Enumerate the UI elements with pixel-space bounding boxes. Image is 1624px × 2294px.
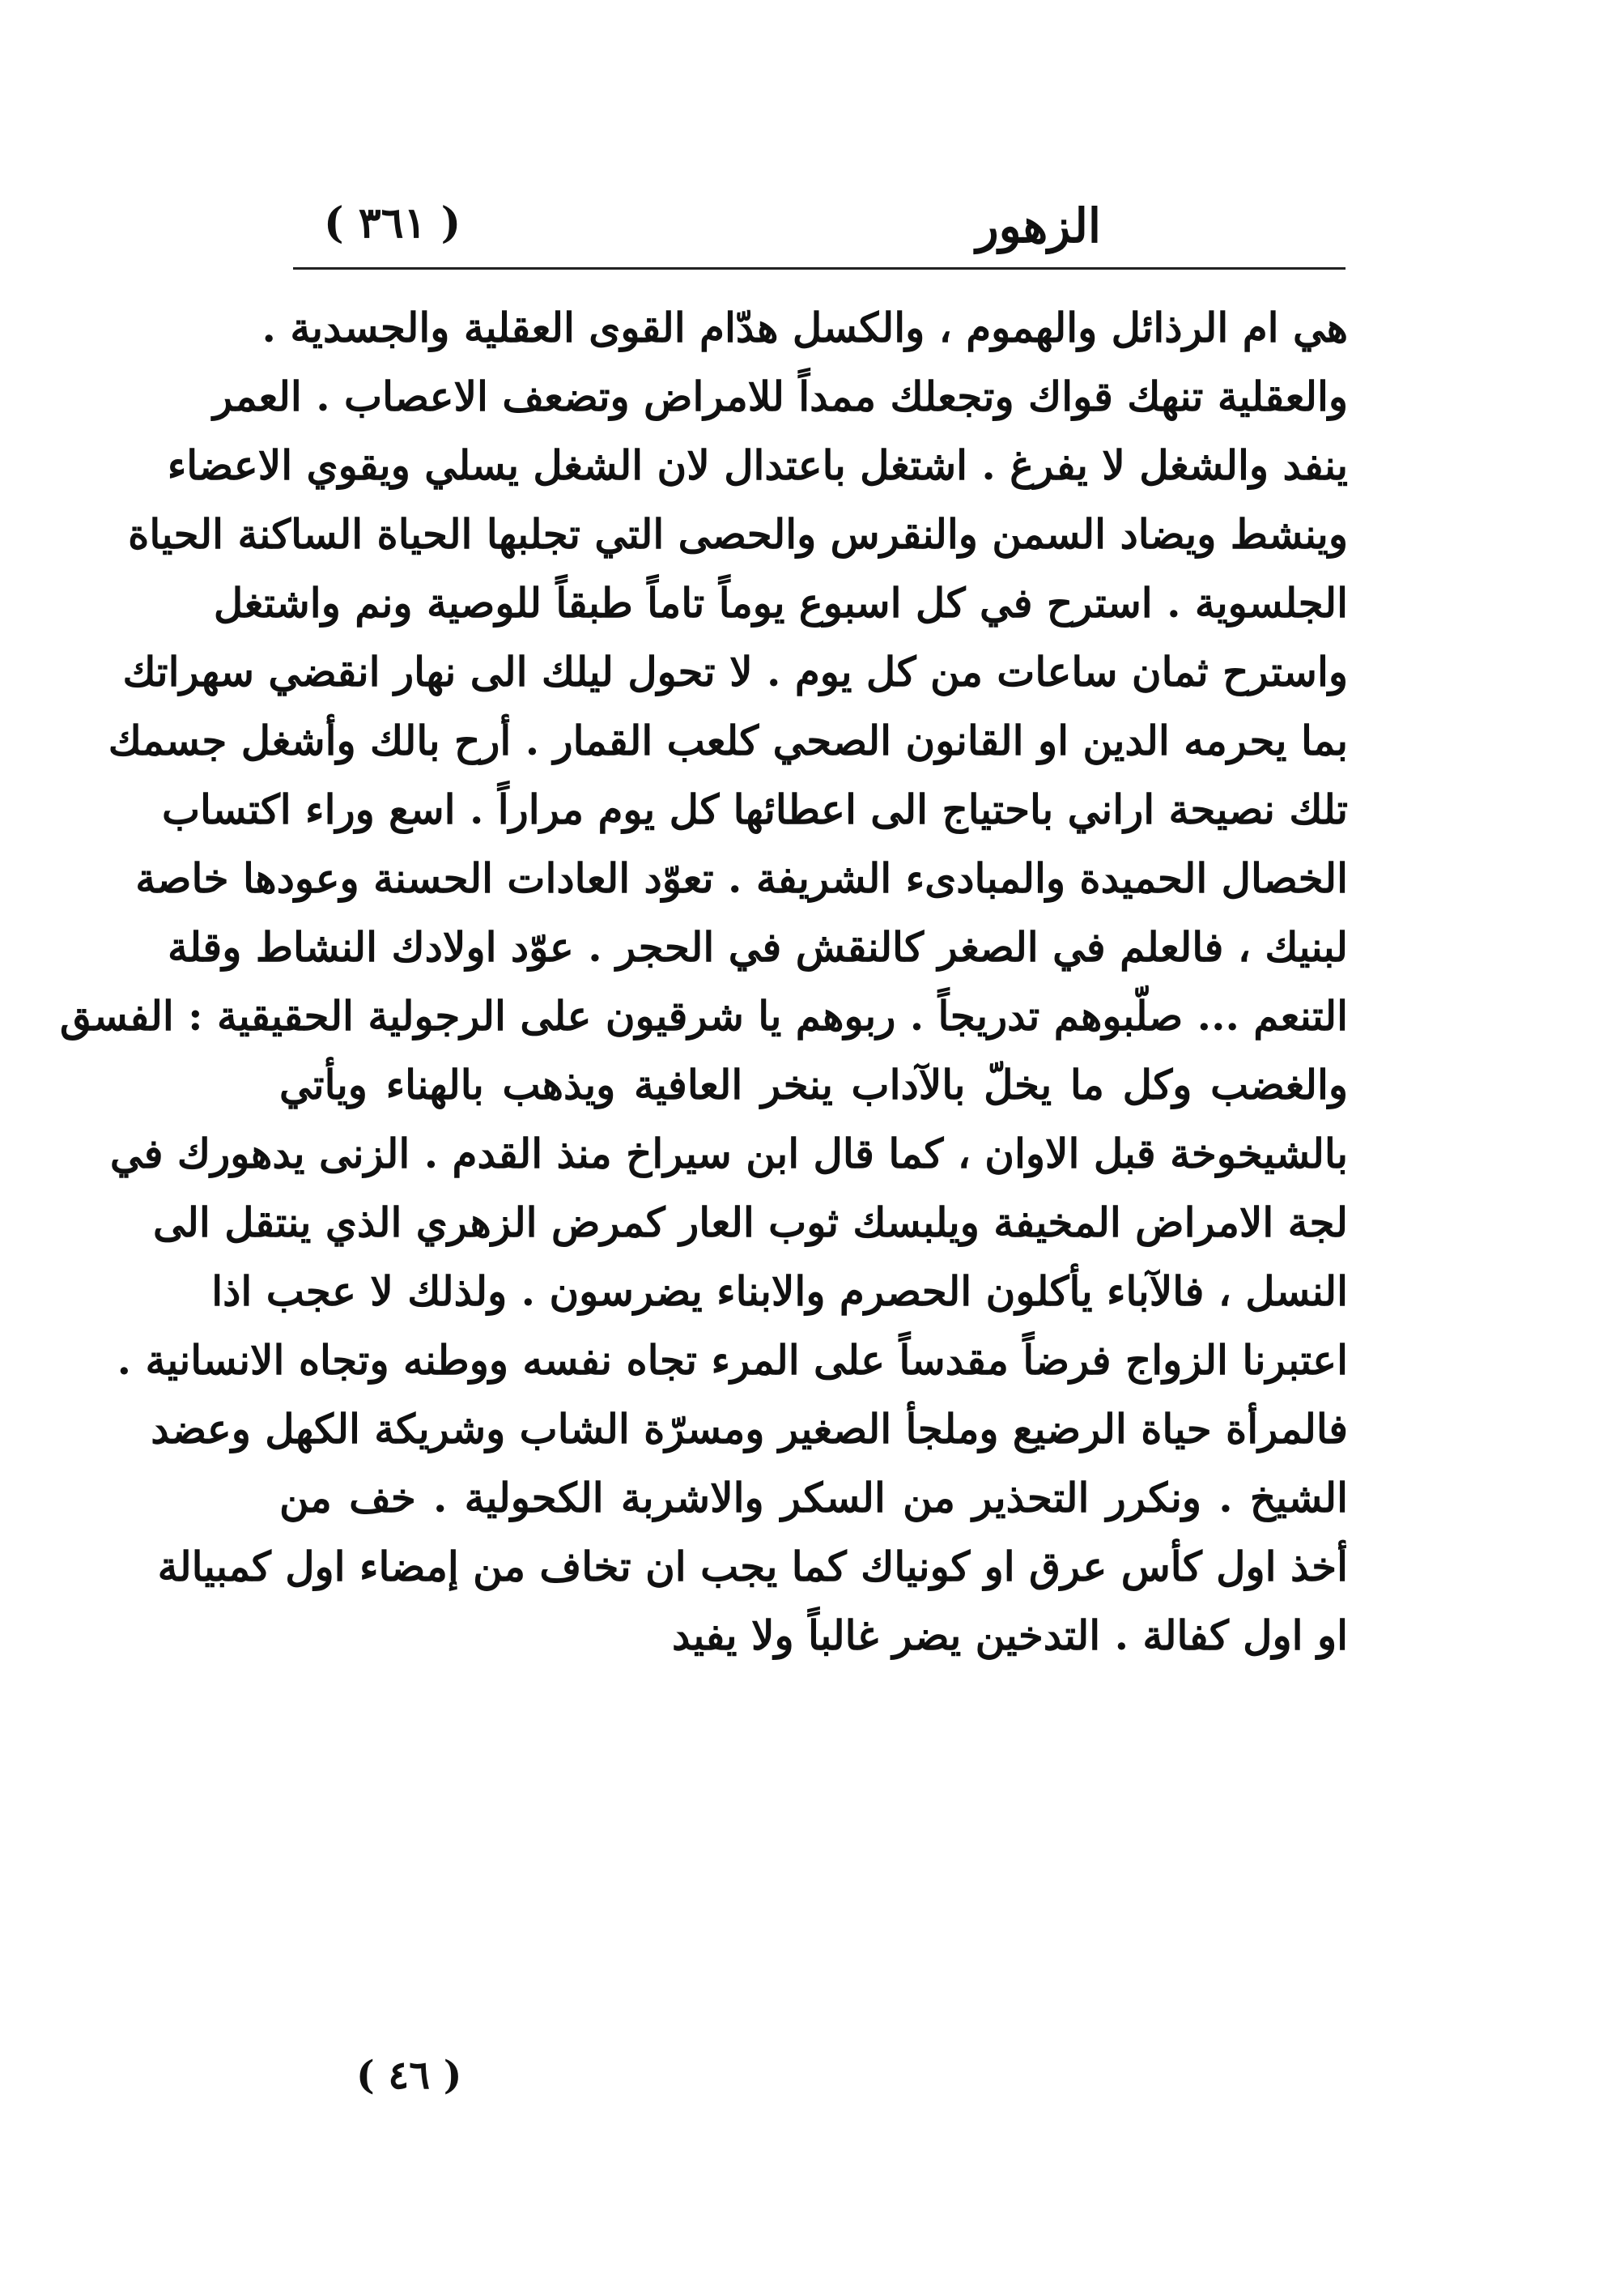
- page-header: [300, 182, 1344, 271]
- text-line: واسترح ثمان ساعات من كل يوم . لا تحول ليلك الى نهار انقضي سهراتك: [122, 648, 1348, 696]
- header-divider: [293, 267, 1346, 270]
- text-line: الخصال الحميدة والمبادىء الشريفة . تعوّد العادات الحسنة وعودها خاصة: [135, 854, 1348, 902]
- text-line: والغضب وكل ما يخلّ بالآداب ينخر العافية ويذهب بالهناء ويأتي: [279, 1061, 1348, 1109]
- text-line: هي ام الرذائل والهموم ، والكسل هدّام القوى العقلية والجسدية .: [261, 304, 1348, 351]
- text-line: وينشط ويضاد السمن والنقرس والحصى التي تجلبها الحياة الساكنة الحياة: [128, 510, 1348, 558]
- page-number: ( ٣٦١ ): [324, 198, 461, 248]
- running-title: الزهور: [976, 198, 1101, 253]
- text-line: لبنيك ، فالعلم في الصغر كالنقش في الحجر . عوّد اولادك النشاط وقلة: [167, 923, 1348, 971]
- text-line: اعتبرنا الزواج فرضاً مقدساً على المرء تجاه نفسه ووطنه وتجاه الانسانية .: [117, 1336, 1348, 1384]
- text-line: النسل ، فالآباء يأكلون الحصرم والابناء يضرسون . ولذلك لا عجب اذا: [211, 1267, 1348, 1315]
- body-text: [59, 293, 1348, 1670]
- text-line: الجلسوية . استرح في كل اسبوع يوماً تاماً طبقاً للوصية ونم واشتغل: [213, 579, 1348, 627]
- text-line: تلك نصيحة اراني باحتياج الى اعطائها كل يوم مراراً . اسع وراء اكتساب: [161, 785, 1348, 833]
- text-line: ينفد والشغل لا يفرغ . اشتغل باعتدال لان الشغل يسلي ويقوي الاعضاء: [167, 441, 1348, 489]
- text-line: التنعم ... صلّبوهم تدريجاً . ربوهم يا شرقيون على الرجولية الحقيقية : الفسق: [59, 992, 1348, 1040]
- text-line: الشيخ . ونكرر التحذير من السكر والاشربة الكحولية . خف من: [279, 1474, 1348, 1522]
- text-line: والعقلية تنهك قواك وتجعلك ممداً للامراض وتضعف الاعصاب . العمر: [213, 372, 1348, 420]
- text-line: بالشيخوخة قبل الاوان ، كما قال ابن سيراخ منذ القدم . الزنى يدهورك في: [109, 1130, 1348, 1177]
- text-line: فالمرأة حياة الرضيع وملجأ الصغير ومسرّة الشاب وشريكة الكهل وعضد: [151, 1405, 1348, 1453]
- text-line-last: او اول كفالة . التدخين يضر غالباً ولا يفيد: [672, 1611, 1348, 1659]
- text-line: لجة الامراض المخيفة ويلبسك ثوب العار كمرض الزهري الذي ينتقل الى: [152, 1198, 1348, 1246]
- text-line: بما يحرمه الدين او القانون الصحي كلعب القمار . أرح بالك وأشغل جسمك: [108, 717, 1348, 764]
- text-line: أخذ اول كأس عرق او كونياك كما يجب ان تخاف من إمضاء اول كمبيالة: [157, 1543, 1348, 1590]
- signature-mark: ( ٤٦ ): [356, 2053, 462, 2098]
